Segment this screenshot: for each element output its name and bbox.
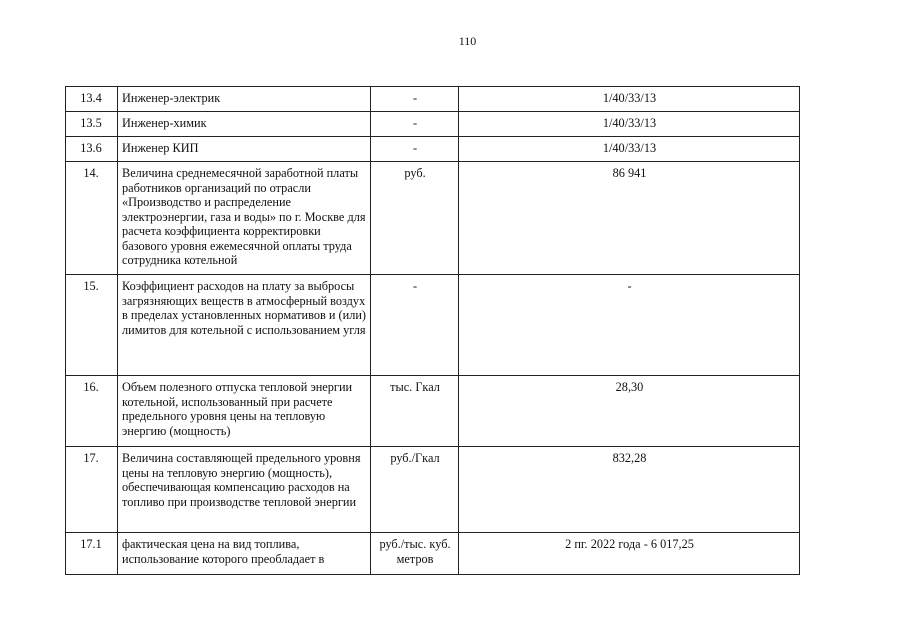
- row-number: 17.: [66, 447, 118, 533]
- row-value: 1/40/33/13: [459, 137, 800, 162]
- row-value: 832,28: [459, 447, 800, 533]
- row-value: 1/40/33/13: [459, 112, 800, 137]
- row-number: 16.: [66, 376, 118, 447]
- row-value: 1/40/33/13: [459, 87, 800, 112]
- page-number: 110: [458, 34, 477, 48]
- row-unit: -: [371, 87, 459, 112]
- table-row: [66, 533, 800, 575]
- row-number: 14.: [66, 162, 118, 275]
- table-row: [66, 87, 800, 112]
- table-row: [66, 447, 800, 533]
- table-row: [66, 137, 800, 162]
- row-number: 17.1: [66, 533, 118, 575]
- row-description: Инженер-электрик: [118, 87, 371, 112]
- data-table: [65, 86, 800, 575]
- row-description: Объем полезного отпуска тепловой энергии котельной, использованный при расчете предельного уровня цены на тепловую энергию (мощность): [118, 376, 371, 447]
- row-description: Коэффициент расходов на плату за выбросы загрязняющих веществ в атмосферный воздух в пределах установленных нормативов и (или) лимитов для котельной с использованием угля: [118, 275, 371, 376]
- row-value: 2 пг. 2022 года - 6 017,25: [459, 533, 800, 575]
- row-unit: -: [371, 137, 459, 162]
- row-value: 86 941: [459, 162, 800, 275]
- table-row: [66, 275, 800, 376]
- row-description: Величина среднемесячной заработной платы работников организаций по отрасли «Производство и распределение электроэнергии, газа и воды» по г. Москве для расчета коэффициента корректировки базового уровня ежемесячной оплаты труда сотрудника котельной: [118, 162, 371, 275]
- table-row: [66, 376, 800, 447]
- row-value: -: [459, 275, 800, 376]
- row-unit: тыс. Гкал: [371, 376, 459, 447]
- row-unit: руб.: [371, 162, 459, 275]
- row-number: 13.4: [66, 87, 118, 112]
- row-unit: -: [371, 112, 459, 137]
- row-description: Величина составляющей предельного уровня цены на тепловую энергию (мощность), обеспечивающая компенсацию расходов на топливо при производстве тепловой энергии: [118, 447, 371, 533]
- row-unit: руб./Гкал: [371, 447, 459, 533]
- row-unit: руб./тыс. куб. метров: [371, 533, 459, 575]
- row-number: 13.5: [66, 112, 118, 137]
- row-description: фактическая цена на вид топлива, использование которого преобладает в: [118, 533, 371, 575]
- row-unit: -: [371, 275, 459, 376]
- row-number: 13.6: [66, 137, 118, 162]
- row-description: Инженер КИП: [118, 137, 371, 162]
- row-number: 15.: [66, 275, 118, 376]
- row-value: 28,30: [459, 376, 800, 447]
- table-row: [66, 112, 800, 137]
- table-row: [66, 162, 800, 275]
- row-description: Инженер-химик: [118, 112, 371, 137]
